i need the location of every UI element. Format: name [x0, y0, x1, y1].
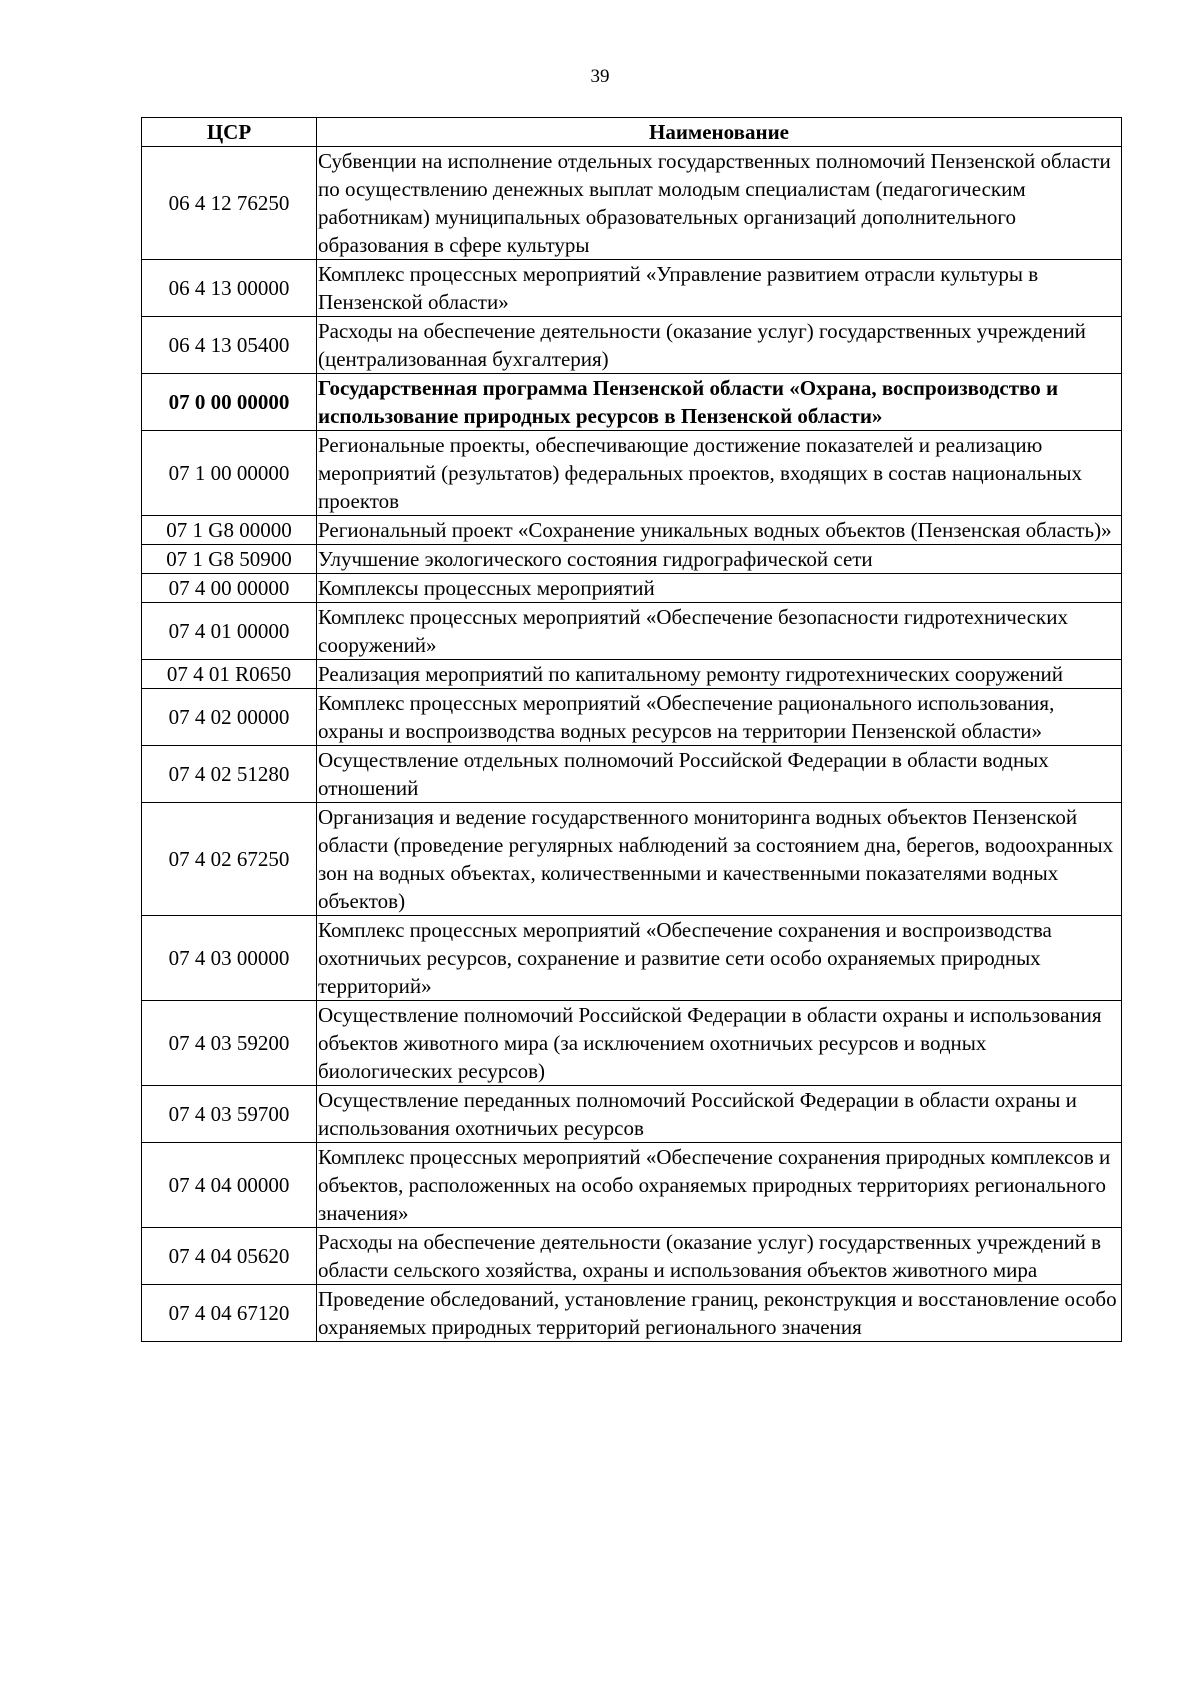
row-name: Проведение обследований, установление границ, реконструкция и восстановление особо охраняемых природных территорий регионального значения	[317, 1285, 1122, 1342]
row-code: 07 4 02 00000	[142, 689, 317, 746]
table-row	[142, 689, 1122, 746]
table-row	[142, 317, 1122, 374]
table-row	[142, 574, 1122, 603]
row-code: 07 4 01 00000	[142, 603, 317, 660]
row-name: Комплекс процессных мероприятий «Обеспечение рационального использования, охраны и воспроизводства водных ресурсов на территории Пензенской области»	[317, 689, 1122, 746]
header-code: ЦСР	[142, 118, 317, 147]
row-name: Субвенции на исполнение отдельных государственных полномочий Пензенской области по осуществлению денежных выплат молодым специалистам (педагогическим работникам) муниципальных образовательных организаций дополнительного образования в сфере культуры	[317, 147, 1122, 260]
row-name: Осуществление отдельных полномочий Российской Федерации в области водных отношений	[317, 746, 1122, 803]
row-code: 07 4 04 67120	[142, 1285, 317, 1342]
table-row	[142, 1285, 1122, 1342]
row-name: Организация и ведение государственного мониторинга водных объектов Пензенской области (проведение регулярных наблюдений за состоянием дна, берегов, водоохранных зон на водных объектах, количественными и качественными показателями водных объектов)	[317, 803, 1122, 916]
row-code: 07 4 02 51280	[142, 746, 317, 803]
row-code: 07 1 G8 00000	[142, 516, 317, 545]
row-name: Региональные проекты, обеспечивающие достижение показателей и реализацию мероприятий (результатов) федеральных проектов, входящих в состав национальных проектов	[317, 431, 1122, 516]
row-name: Региональный проект «Сохранение уникальных водных объектов (Пензенская область)»	[317, 516, 1122, 545]
header-name: Наименование	[317, 118, 1122, 147]
budget-classification-table	[141, 117, 1122, 1342]
row-code: 07 4 03 00000	[142, 916, 317, 1001]
table-header-row	[142, 118, 1122, 147]
row-name: Расходы на обеспечение деятельности (оказание услуг) государственных учреждений (централизованная бухгалтерия)	[317, 317, 1122, 374]
row-name: Комплекс процессных мероприятий «Обеспечение безопасности гидротехнических сооружений»	[317, 603, 1122, 660]
row-code: 07 1 00 00000	[142, 431, 317, 516]
row-name: Комплекс процессных мероприятий «Обеспечение сохранения природных комплексов и объектов, расположенных на особо охраняемых природных территориях регионального значения»	[317, 1143, 1122, 1228]
table-row	[142, 916, 1122, 1001]
table-row	[142, 1143, 1122, 1228]
table-row-program	[142, 374, 1122, 431]
row-name: Государственная программа Пензенской области «Охрана, воспроизводство и использование природных ресурсов в Пензенской области»	[317, 374, 1122, 431]
row-code: 07 1 G8 50900	[142, 545, 317, 574]
table-row	[142, 260, 1122, 317]
row-code: 07 4 04 05620	[142, 1228, 317, 1285]
row-name: Комплекс процессных мероприятий «Обеспечение сохранения и воспроизводства охотничьих ресурсов, сохранение и развитие сети особо охраняемых природных территорий»	[317, 916, 1122, 1001]
table-row	[142, 1228, 1122, 1285]
row-name: Реализация мероприятий по капитальному ремонту гидротехнических сооружений	[317, 660, 1122, 689]
table-row	[142, 147, 1122, 260]
row-code: 07 4 03 59200	[142, 1001, 317, 1086]
row-code: 07 4 02 67250	[142, 803, 317, 916]
page-number: 39	[590, 66, 610, 87]
row-name: Расходы на обеспечение деятельности (оказание услуг) государственных учреждений в области сельского хозяйства, охраны и использования объектов животного мира	[317, 1228, 1122, 1285]
table-row	[142, 603, 1122, 660]
row-code: 06 4 13 05400	[142, 317, 317, 374]
row-code: 07 0 00 00000	[142, 374, 317, 431]
table-row	[142, 1086, 1122, 1143]
row-name: Комплексы процессных мероприятий	[317, 574, 1122, 603]
row-code: 07 4 04 00000	[142, 1143, 317, 1228]
table-row	[142, 803, 1122, 916]
table-row	[142, 431, 1122, 516]
row-code: 07 4 03 59700	[142, 1086, 317, 1143]
table-row	[142, 1001, 1122, 1086]
table-row	[142, 516, 1122, 545]
table-row	[142, 746, 1122, 803]
row-code: 06 4 12 76250	[142, 147, 317, 260]
table-row	[142, 545, 1122, 574]
row-name: Осуществление полномочий Российской Федерации в области охраны и использования объектов животного мира (за исключением охотничьих ресурсов и водных биологических ресурсов)	[317, 1001, 1122, 1086]
row-name: Улучшение экологического состояния гидрографической сети	[317, 545, 1122, 574]
table-row	[142, 660, 1122, 689]
row-name: Осуществление переданных полномочий Российской Федерации в области охраны и использования охотничьих ресурсов	[317, 1086, 1122, 1143]
row-name: Комплекс процессных мероприятий «Управление развитием отрасли культуры в Пензенской области»	[317, 260, 1122, 317]
row-code: 07 4 01 R0650	[142, 660, 317, 689]
row-code: 07 4 00 00000	[142, 574, 317, 603]
row-code: 06 4 13 00000	[142, 260, 317, 317]
